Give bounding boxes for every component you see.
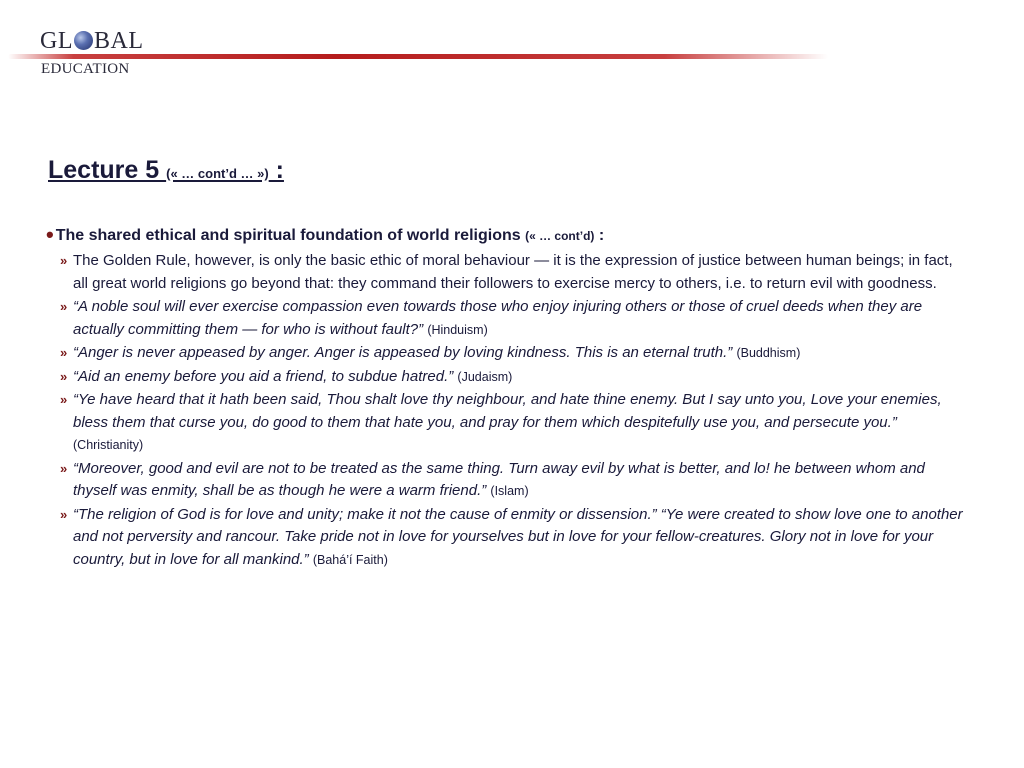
item-source: (Judaism) (457, 369, 513, 384)
bullet-dot-icon: • (46, 222, 54, 247)
main-bullet (46, 222, 976, 248)
list-item (60, 366, 970, 389)
item-quote: “The religion of God is for love and unity; make it not the cause of enmity or dissension.” “Ye were created to show love one to another and not perversity and rancour. Take pride not in love for yourselves but in love for your fellow-creatures. Glory not in love for your country, but in love for all mankind.” (73, 505, 963, 568)
chevron-icon: » (60, 368, 68, 384)
item-source: (Christianity) (73, 438, 144, 452)
chevron-icon: » (60, 299, 68, 314)
item-quote: “Ye have heard that it hath been said, Thou shalt love thy neighbour, and hate thine enemy. But I say unto you, Love your enemies, bless them that curse you, do good to them that hate you, and pray for them which despitefully use you, and persecute you.” (73, 391, 942, 431)
item-text: The Golden Rule, however, is only the basic ethic of moral behaviour — it is the expression of justice between human beings; in fact, all great world religions go beyond that: they command their followers to exercise mercy to others, i.e. to return evil with goodness. (73, 252, 953, 292)
chevron-icon: » (60, 392, 68, 407)
logo-wordmark-top (40, 28, 144, 54)
globe-icon (74, 31, 93, 50)
header-divider (8, 54, 828, 59)
main-bullet-colon: : (594, 227, 605, 244)
main-bullet-sub: (« … cont’d) (525, 229, 595, 243)
list-item (60, 296, 970, 341)
title-colon: : (268, 156, 284, 184)
list-item (60, 250, 970, 295)
main-bullet-text: The shared ethical and spiritual foundation of world religions (55, 227, 526, 244)
item-quote: “Moreover, good and evil are not to be treated as the same thing. Turn away evil by what is better, and lo! he between whom and thyself was enmity, shall be as though he were a warm friend.” (73, 459, 925, 499)
item-quote: “Anger is never appeased by anger. Anger is appeased by loving kindness. This is an eternal truth.” (73, 344, 733, 361)
item-source: (Bahá’í Faith) (312, 552, 388, 567)
item-quote: “A noble soul will ever exercise compassion even towards those who enjoy injuring others or those of cruel deeds when they are actually committing them — for who is without fault?” (73, 298, 923, 338)
list-item (60, 504, 970, 572)
slide-title (48, 156, 284, 185)
item-quote: “Aid an enemy before you aid a friend, to subdue hatred.” (73, 367, 454, 385)
logo-text-gl: GL (40, 28, 73, 54)
logo-text-bal: BAL (94, 28, 144, 54)
chevron-icon: » (60, 345, 68, 360)
chevron-icon: » (60, 253, 68, 268)
item-source: (Buddhism) (736, 346, 801, 360)
list-item (60, 458, 970, 503)
title-main: Lecture 5 (48, 156, 167, 184)
item-source: (Hinduism) (427, 322, 488, 337)
title-sub: (« … cont’d … ») (166, 166, 269, 181)
item-source: (Islam) (490, 484, 529, 498)
chevron-icon: » (60, 506, 68, 522)
list-item (60, 389, 970, 457)
list-item (60, 342, 970, 365)
sub-bullet-list (60, 250, 970, 572)
logo-wordmark-bottom: EDUCATION (41, 61, 130, 77)
chevron-icon: » (60, 460, 68, 476)
